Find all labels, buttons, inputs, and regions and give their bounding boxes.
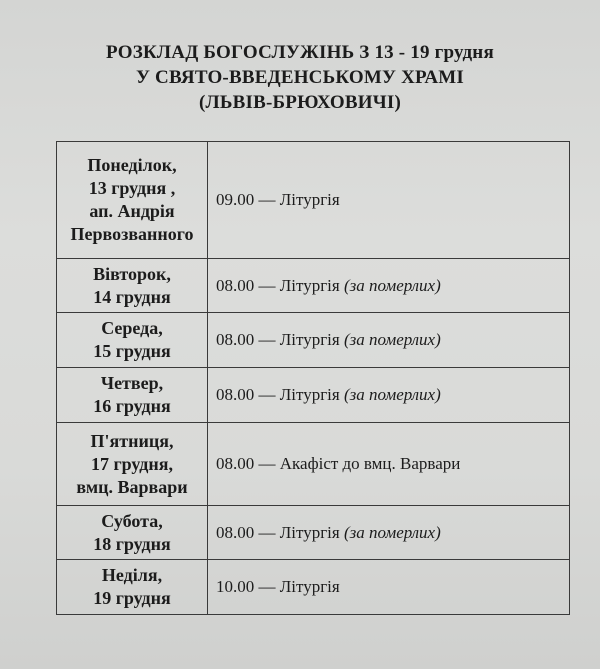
day-line: 16 грудня [93, 396, 171, 416]
day-line: Неділя, [101, 565, 163, 585]
service-note: (за померлих) [343, 275, 441, 295]
service-note: (за померлих) [343, 385, 441, 404]
service-note: (за померлих) [343, 522, 441, 542]
day-line: П'ятниця, [90, 430, 174, 451]
table-row [57, 313, 570, 368]
day-line: 19 грудня [93, 588, 171, 608]
day-line: 13 грудня , [88, 178, 176, 198]
day-line: Первозванного [70, 224, 194, 244]
service-text: 10.00 — Літургія [216, 577, 340, 596]
day-cell [57, 259, 208, 313]
day-line: Середа, [101, 318, 163, 338]
day-line: 15 грудня [93, 341, 171, 361]
service-text: 08.00 — Літургія [216, 330, 340, 349]
schedule-table-body [57, 142, 570, 615]
day-cell [57, 560, 208, 615]
schedule-table [56, 141, 570, 615]
table-row [57, 423, 570, 506]
title-line-1: РОЗКЛАД БОГОСЛУЖІНЬ З 13 - 19 грудня [106, 42, 494, 63]
day-line: Субота, [101, 510, 163, 531]
service-text: 08.00 — Літургія [216, 275, 340, 295]
day-line: Четвер, [100, 373, 164, 393]
day-cell [57, 142, 208, 259]
day-line: Понеділок, [87, 155, 177, 175]
service-text: 08.00 — Літургія [216, 522, 340, 542]
service-note: (за померлих) [343, 330, 441, 349]
service-cell [208, 142, 570, 259]
title-line-3: (ЛЬВІВ-БРЮХОВИЧІ) [198, 92, 401, 113]
service-cell [208, 506, 570, 560]
title-line-2: У СВЯТО-ВВЕДЕНСЬКОМУ ХРАМІ [135, 67, 465, 88]
table-row [57, 368, 570, 423]
table-row [57, 142, 570, 259]
day-cell [57, 423, 208, 506]
service-text: 08.00 — Літургія [216, 385, 340, 404]
day-line: 18 грудня [93, 533, 171, 554]
service-cell [208, 560, 570, 615]
day-line: Вівторок, [93, 263, 171, 284]
day-cell [57, 506, 208, 560]
table-row [57, 560, 570, 615]
table-row [57, 259, 570, 313]
day-line: 17 грудня, [90, 453, 174, 474]
day-line: 14 грудня [93, 286, 171, 307]
service-text: 09.00 — Літургія [216, 190, 340, 209]
table-row [57, 506, 570, 560]
day-line: ап. Андрія [89, 201, 175, 221]
day-cell [57, 313, 208, 368]
document-title [0, 40, 600, 115]
service-cell [208, 259, 570, 313]
day-line: вмц. Варвари [76, 476, 188, 497]
day-cell [57, 368, 208, 423]
service-cell [208, 313, 570, 368]
service-text: 08.00 — Акафіст до вмц. Варвари [216, 454, 461, 473]
service-cell [208, 368, 570, 423]
service-cell [208, 423, 570, 506]
